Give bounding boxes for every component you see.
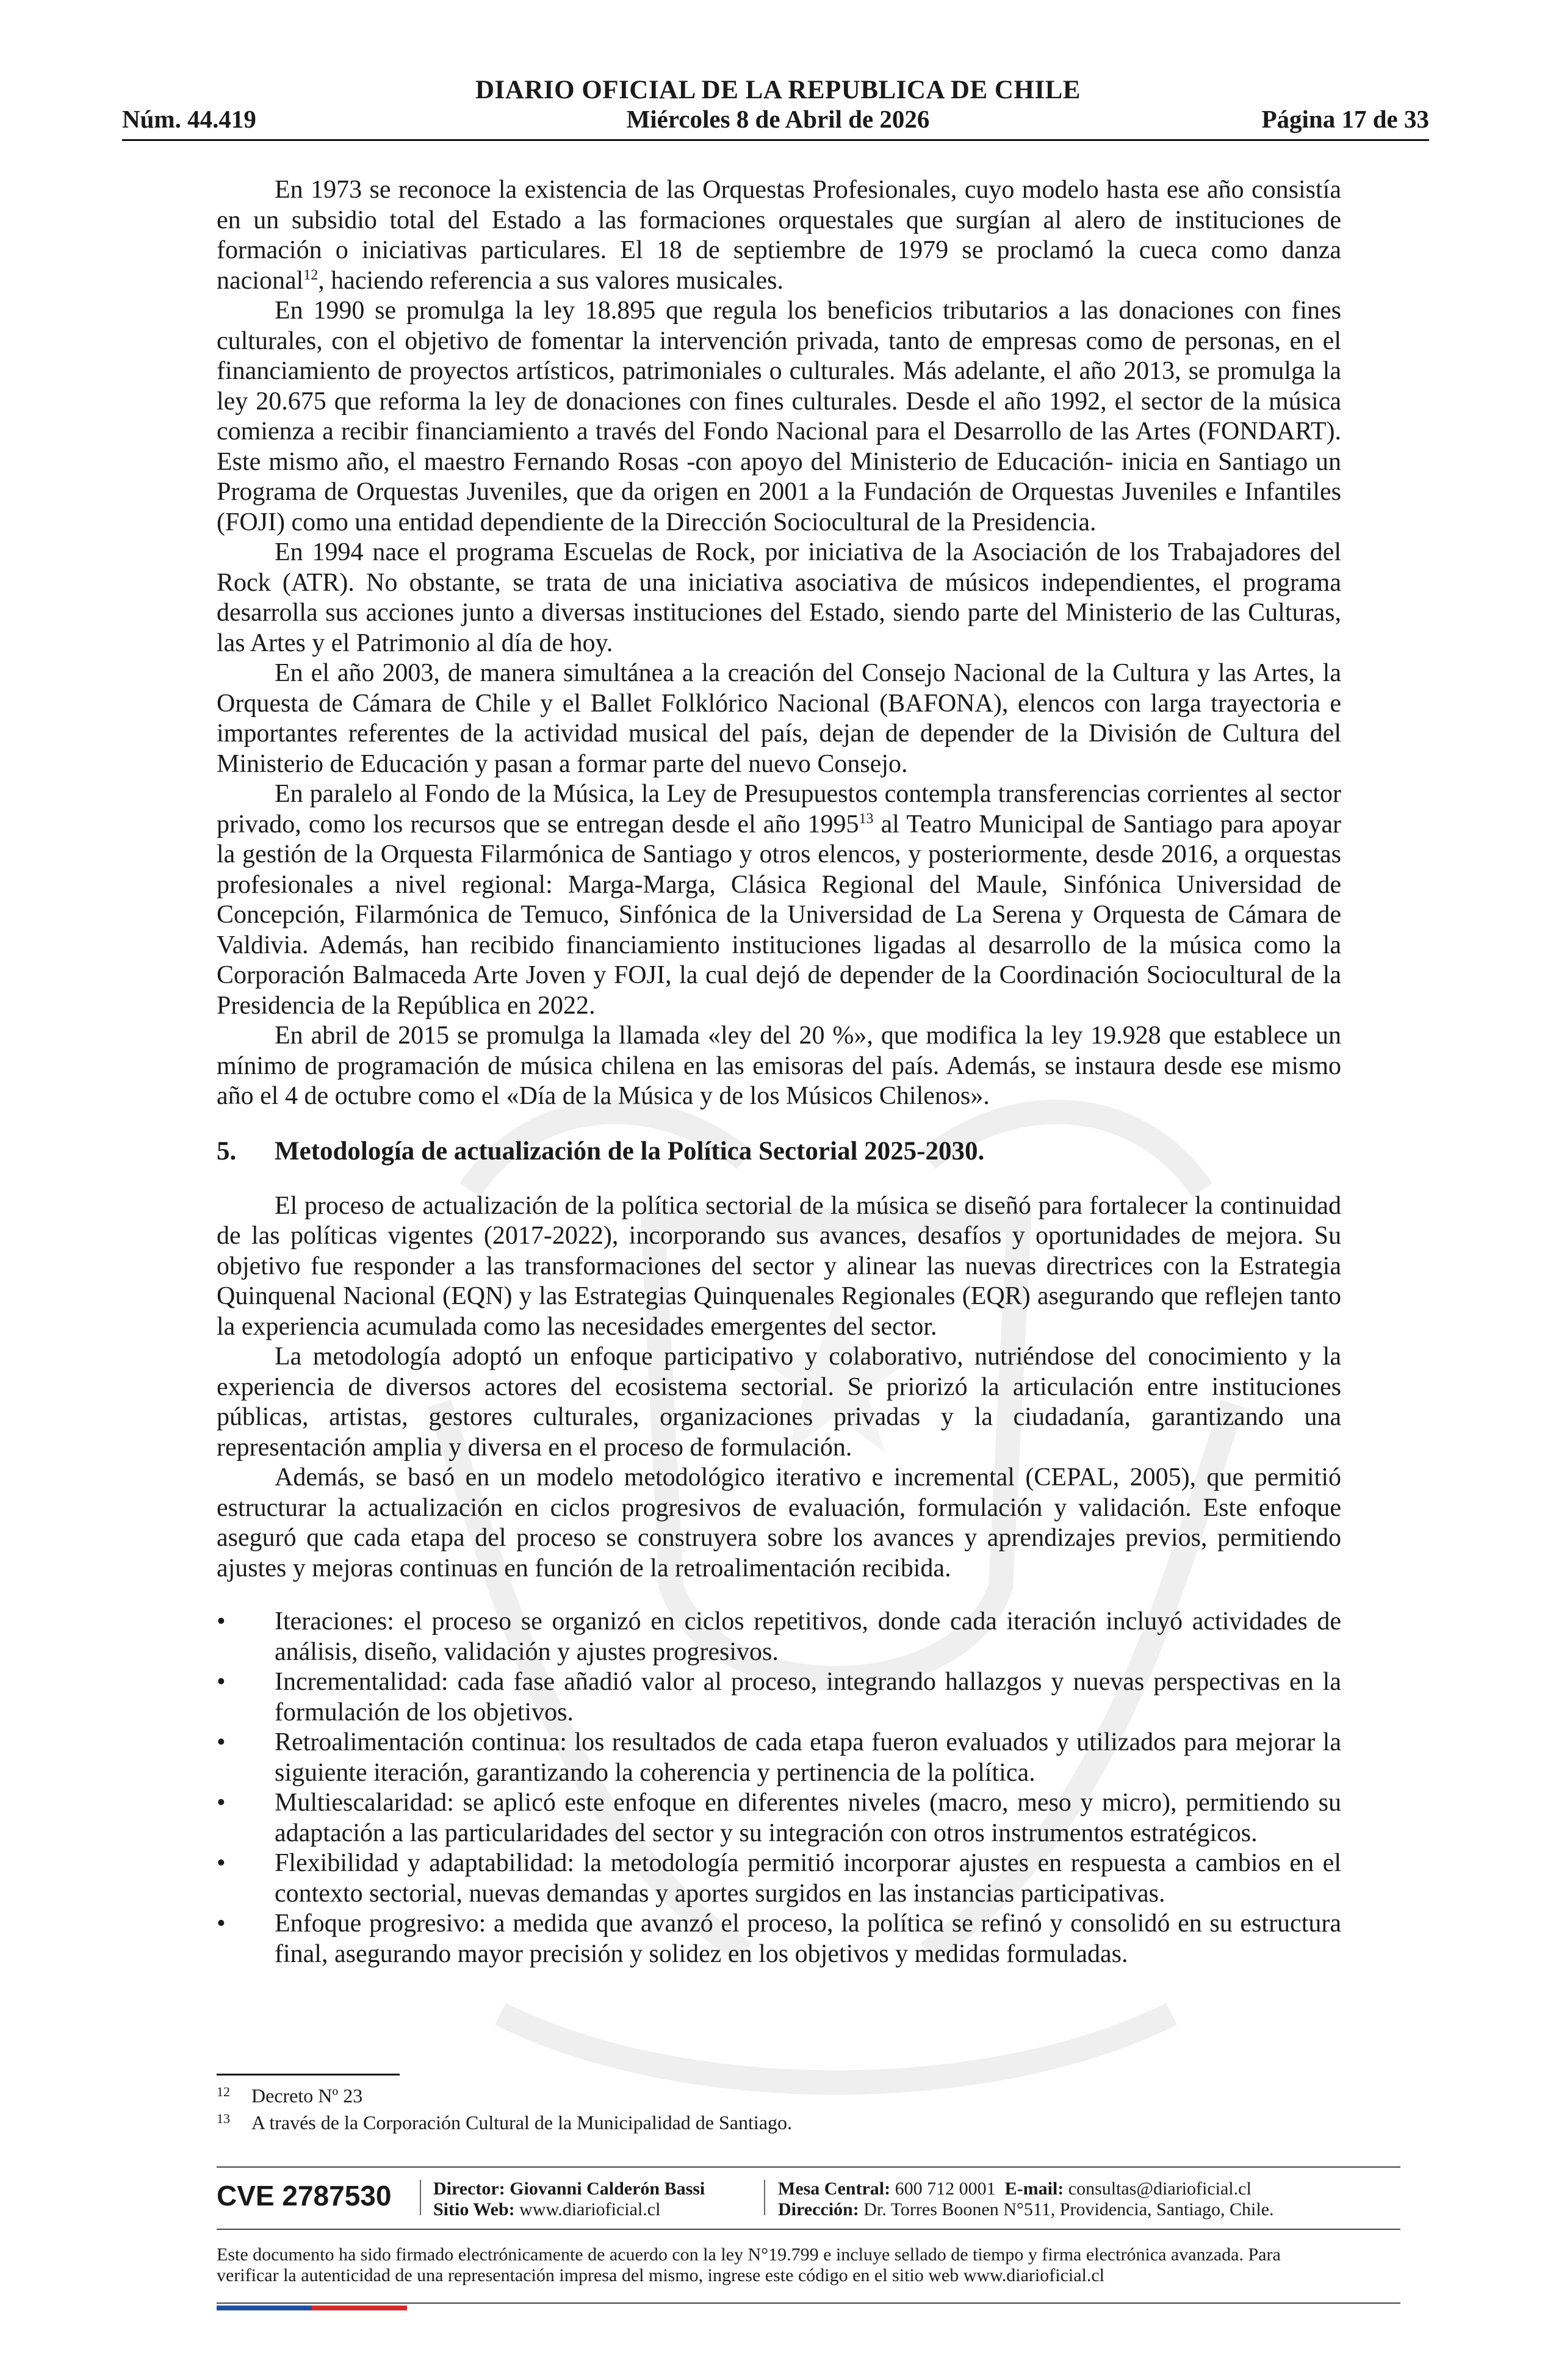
footer-mid-rule (217, 2229, 1400, 2230)
cve-code: CVE 2787530 (217, 2180, 392, 2212)
gazette-title: DIARIO OFICIAL DE LA REPUBLICA DE CHILE (475, 76, 1081, 104)
issue-number: Núm. 44.419 (122, 105, 256, 133)
list-item: • Incrementalidad: cada fase añadió valor al proceso, integrando hallazgos y nuevas perspectivas en la formulación de los objetivos. (217, 1668, 1341, 1726)
bullet-icon: • (217, 1728, 226, 1756)
list-item: • Iteraciones: el proceso se organizó en ciclos repetitivos, donde cada iteración incluyó actividades de análisis, diseño, validación y ajustes progresivos. (217, 1607, 1341, 1666)
list-item: • Flexibilidad y adaptabilidad: la metodología permitió incorporar ajustes en respuesta a cambios en el contexto sectorial, nuevas demandas y aportes surgidos en las instancias participativas. (217, 1849, 1341, 1908)
website-link[interactable]: www.diarioficial.cl (519, 2199, 661, 2220)
bullet-icon: • (217, 1849, 226, 1877)
section-number: 5. (217, 1136, 237, 1166)
list-item: • Multiescalaridad: se aplicó este enfoque en diferentes niveles (macro, meso y micro), permitiendo su adaptación a las particularidades del sector y su integración con otros instrumentos estratégicos. (217, 1789, 1341, 1847)
list-item: • Retroalimentación continua: los resultados de cada etapa fueron evaluados y utilizados para mejorar la siguiente iteración, garantizando la coherencia y pertinencia de la política. (217, 1728, 1341, 1787)
footnote-13: 13 A través de la Corporación Cultural de la Municipalidad de Santiago. (217, 2111, 792, 2133)
footnote-rule (217, 2074, 400, 2075)
document-body (217, 175, 1341, 1969)
footer-director-block: Director: Giovanni Calderón Bassi Sitio Web: www.diarioficial.cl (433, 2179, 705, 2220)
paragraph-modelo: Además, se basó en un modelo metodológico iterativo e incremental (CEPAL, 2005), que permitió estructurar la actualización en ciclos progresivos de evaluación, formulación y validación. Este enfoque aseguró que cada etapa del proceso se construyera sobre los avances y aprendizajes previos, permitiendo ajustes y mejoras continuas en función de la retroalimentación recibida. (217, 1463, 1341, 1582)
address: Dr. Torres Boonen N°511, Providencia, Santiago, Chile. (863, 2199, 1274, 2220)
footer-separator (764, 2180, 765, 2215)
bullet-icon: • (217, 1789, 226, 1817)
footnote-ref-13[interactable]: 13 (859, 810, 874, 827)
paragraph-2015: En abril de 2015 se promulga la llamada «ley del 20 %», que modifica la ley 19.928 que establece un mínimo de programación de música chilena en las emisoras del país. Además, se instaura desde ese mismo año el 4 de octubre como el «Día de la Música y de los Músicos Chilenos». (217, 1022, 1341, 1110)
page-number: Página 17 de 33 (1261, 105, 1429, 133)
paragraph-metodologia: La metodología adoptó un enfoque participativo y colaborativo, nutriéndose del conocimiento y la experiencia de diversos actores del ecosistema sectorial. Se priorizó la articulación entre instituciones públicas, artistas, gestores culturales, organizaciones privadas y la ciudadanía, garantizando una representación amplia y diversa en el proceso de formulación. (217, 1343, 1341, 1462)
header-rule (122, 139, 1429, 141)
paragraph-1973: En 1973 se reconoce la existencia de las Orquestas Profesionales, cuyo modelo hasta ese año consistía en un subsidio total del Estado a las formaciones orquestales que surgían al alero de instituciones de formación o iniciativas particulares. El 18 de septiembre de 1979 se proclamó la cueca como danza nacional$^{12}$, haciendo referencia a sus valores musicales. (217, 176, 1341, 295)
footer-separator (420, 2180, 421, 2215)
section-title: Metodología de actualización de la Política Sectorial 2025-2030. (275, 1136, 985, 1166)
footnote-ref-12[interactable]: 12 (303, 267, 319, 283)
footer-bottom-rule (217, 2302, 1400, 2304)
footer-top-rule (217, 2166, 1400, 2168)
bullet-icon: • (217, 1607, 226, 1635)
email-link[interactable]: consultas@diarioficial.cl (1068, 2179, 1252, 2199)
issue-date: Miércoles 8 de Abril de 2026 (626, 105, 930, 133)
methodology-list (217, 1607, 1341, 1969)
paragraph-proceso: El proceso de actualización de la política sectorial de la música se diseñó para fortalecer la continuidad de las políticas vigentes (2017-2022), incorporando sus avances, desafíos y oportunidades de mejora. Su objetivo fue responder a las transformaciones del sector y alinear las nuevas directrices con la Estrategia Quinquenal Nacional (EQN) y las Estrategias Quinquenales Regionales (EQR) asegurando que reflejen tanto la experiencia acumulada como las necesidades emergentes del sector. (217, 1191, 1341, 1341)
list-item: • Enfoque progresivo: a medida que avanzó el proceso, la política se refinó y consolidó en su estructura final, asegurando mayor precisión y solidez en los objetivos y medidas formuladas. (217, 1909, 1341, 1968)
director-name: Giovanni Calderón Bassi (510, 2179, 705, 2199)
paragraph-presupuestos: En paralelo al Fondo de la Música, la Ley de Presupuestos contempla transferencias corrientes al sector privado, como los recursos que se entregan desde el año 1995$^{13}$ al Teatro Municipal de Santiago para apoyar la gestión de la Orquesta Filarmónica de Santiago y otros elencos, y posteriormente, desde 2016, a orquestas profesionales a nivel regional: Marga-Marga, Clásica Regional del Maule, Sinfónica Universidad de Concepción, Filarmónica de Temuco, Sinfónica de la Universidad de La Serena y Orquesta de Cámara de Valdivia. Además, han recibido financiamiento instituciones ligadas al desarrollo de la música como la Corporación Balmaceda Arte Joven y FOJI, la cual dejó de depender de la Coordinación Sociocultural de la Presidencia de la República en 2022. (217, 780, 1342, 1020)
bullet-icon: • (217, 1668, 226, 1696)
phone-number: 600 712 0001 (895, 2179, 996, 2199)
paragraph-2003: En el año 2003, de manera simultánea a la creación del Consejo Nacional de la Cultura y las Artes, la Orquesta de Cámara de Chile y el Ballet Folklórico Nacional (BAFONA), elencos con larga trayectoria e importantes referentes de la actividad musical del país, dejan de depender de la División de Cultura del Ministerio de Educación y pasan a formar parte del nuevo Consejo. (217, 659, 1341, 778)
paragraph-1990: En 1990 se promulga la ley 18.895 que regula los beneficios tributarios a las donaciones con fines culturales, con el objetivo de fomentar la intervención privada, tanto de empresas como de personas, en el financiamiento de proyectos artísticos, patrimoniales o culturales. Más adelante, el año 2013, se promulga la ley 20.675 que reforma la ley de donaciones con fines culturales. Desde el año 1992, el sector de la música comienza a recibir financiamiento a través del Fondo Nacional para el Desarrollo de las Artes (FONDART). Este mismo año, el maestro Fernando Rosas -con apoyo del Ministerio de Educación- inicia en Santiago un Programa de Orquestas Juveniles, que da origen en 2001 a la Fundación de Orquestas Juveniles e Infantiles (FOJI) como una entidad dependiente de la Dirección Sociocultural de la Presidencia. (217, 297, 1341, 536)
flag-color-strip (217, 2306, 407, 2310)
section-heading (217, 1136, 1341, 1167)
paragraph-1994: En 1994 nace el programa Escuelas de Rock, por iniciativa de la Asociación de los Trabajadores del Rock (ATR). No obstante, se trata de una iniciativa asociativa de músicos independientes, el programa desarrolla sus acciones junto a diversas instituciones del Estado, siendo parte del Ministerio de las Culturas, las Artes y el Patrimonio al día de hoy. (217, 538, 1341, 657)
footnote-12: 12 Decreto Nº 23 (217, 2084, 363, 2107)
bullet-icon: • (217, 1909, 226, 1938)
signature-note: Este documento ha sido firmado electrónicamente de acuerdo con la ley N°19.799 e incluye sellado de tiempo y firma electrónica avanzada. Para verificar la autenticidad de una representación impresa del mismo, ingrese este código en el sitio web www.diarioficial.cl (217, 2245, 1281, 2285)
footer-contact-block: Mesa Central: 600 712 0001 E-mail: consultas@diarioficial.cl Dirección: Dr. Torres Boonen N°511, Providencia, Santiago, Chile. (778, 2179, 1274, 2220)
